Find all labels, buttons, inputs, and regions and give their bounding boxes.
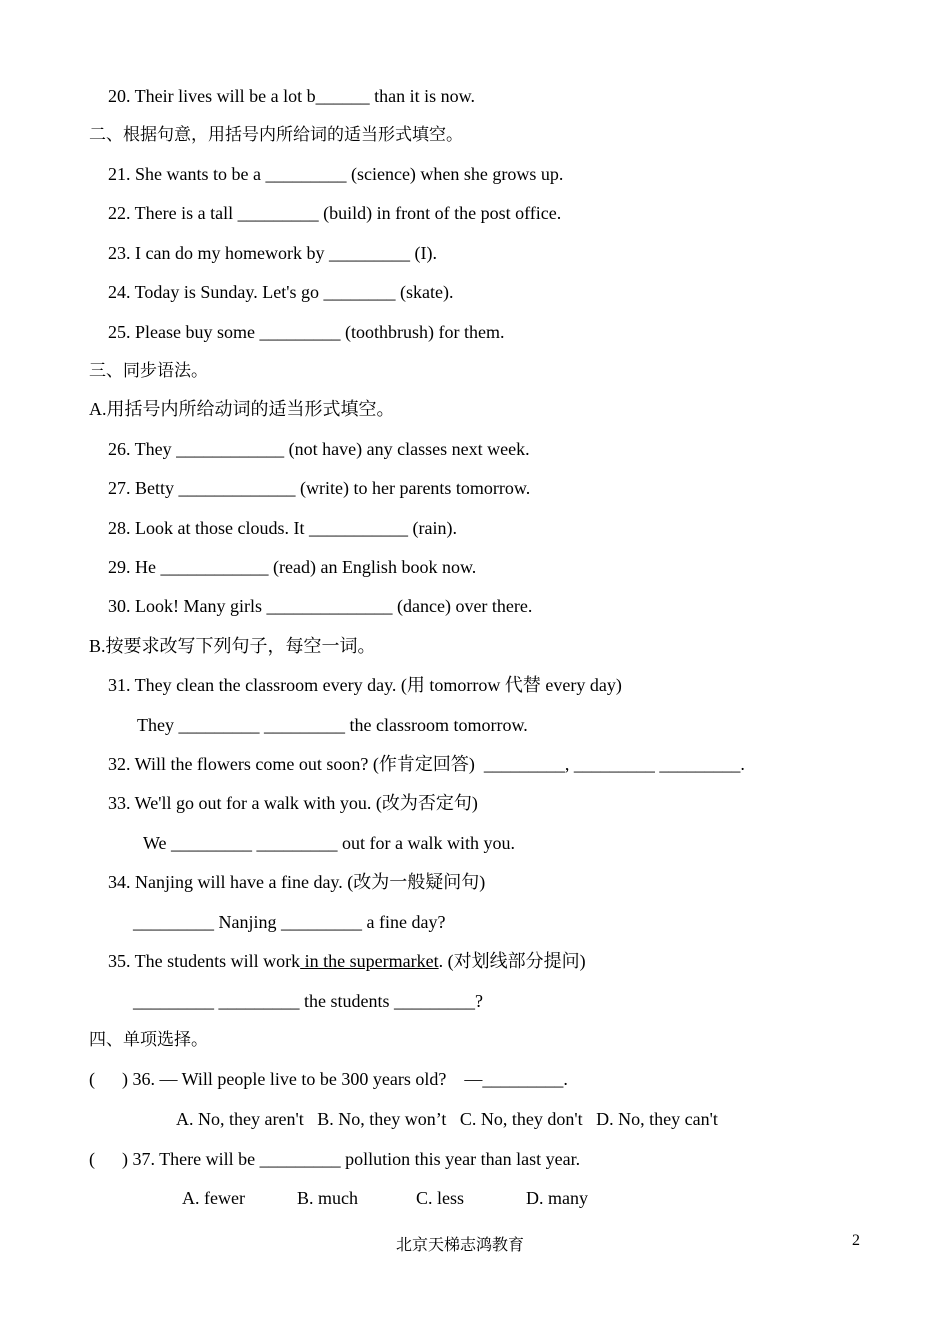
question-30: 30. Look! Many girls ______________ (dance) over there. bbox=[108, 596, 533, 616]
question-35 bbox=[108, 950, 586, 972]
question-31: 31. They clean the classroom every day. (用 tomorrow 代替 every day) bbox=[108, 675, 622, 695]
section-3-heading: 三、同步语法。 bbox=[89, 361, 208, 381]
question-36-options: A. No, they aren't B. No, they won’t C. No, they don't D. No, they can't bbox=[176, 1109, 718, 1129]
question-36: ( ) 36. — Will people live to be 300 years old? —_________. bbox=[89, 1069, 568, 1089]
question-37-option-d: D. many bbox=[526, 1188, 588, 1208]
question-31-answer: They _________ _________ the classroom tomorrow. bbox=[137, 715, 528, 735]
page-number: 2 bbox=[852, 1232, 860, 1249]
question-35-instruction: . (对划线部分提问) bbox=[438, 951, 586, 971]
question-33-answer: We _________ _________ out for a walk with you. bbox=[143, 833, 516, 853]
question-35-text: 35. The students will work bbox=[108, 951, 301, 971]
part-b-heading: B.按要求改写下列句子，每空一词。 bbox=[89, 636, 376, 656]
question-35-answer: _________ _________ the students _________? bbox=[133, 991, 483, 1011]
footer-publisher: 北京天梯志鸿教育 bbox=[395, 1237, 524, 1254]
question-37-option-b: B. much bbox=[297, 1188, 358, 1208]
question-22: 22. There is a tall _________ (build) in front of the post office. bbox=[108, 203, 562, 223]
question-24: 24. Today is Sunday. Let's go ________ (skate). bbox=[108, 282, 454, 302]
question-34: 34. Nanjing will have a fine day. (改为一般疑问句) bbox=[108, 872, 486, 892]
question-25: 25. Please buy some _________ (toothbrush) for them. bbox=[108, 322, 505, 342]
section-4-heading: 四、单项选择。 bbox=[89, 1030, 208, 1050]
question-35-underlined: in the supermarket bbox=[300, 951, 439, 971]
question-33: 33. We'll go out for a walk with you. (改为否定句) bbox=[108, 793, 478, 813]
question-26: 26. They ____________ (not have) any classes next week. bbox=[108, 439, 530, 459]
question-34-answer: _________ Nanjing _________ a fine day? bbox=[133, 912, 446, 932]
question-23: 23. I can do my homework by _________ (I). bbox=[108, 243, 437, 263]
question-29: 29. He ____________ (read) an English book now. bbox=[108, 557, 477, 577]
section-2-heading: 二、根据句意，用括号内所给词的适当形式填空。 bbox=[89, 125, 463, 145]
question-37-option-a: A. fewer bbox=[182, 1188, 245, 1208]
question-27: 27. Betty _____________ (write) to her parents tomorrow. bbox=[108, 478, 531, 498]
question-20: 20. Their lives will be a lot b______ than it is now. bbox=[108, 86, 475, 106]
question-21: 21. She wants to be a _________ (science) when she grows up. bbox=[108, 164, 564, 184]
question-28: 28. Look at those clouds. It ___________ (rain). bbox=[108, 518, 457, 538]
question-37: ( ) 37. There will be _________ pollution this year than last year. bbox=[89, 1149, 581, 1169]
question-37-option-c: C. less bbox=[416, 1188, 465, 1208]
part-a-heading: A.用括号内所给动词的适当形式填空。 bbox=[89, 399, 395, 419]
question-32: 32. Will the flowers come out soon? (作肯定回答) _________, _________ _________. bbox=[108, 754, 745, 774]
